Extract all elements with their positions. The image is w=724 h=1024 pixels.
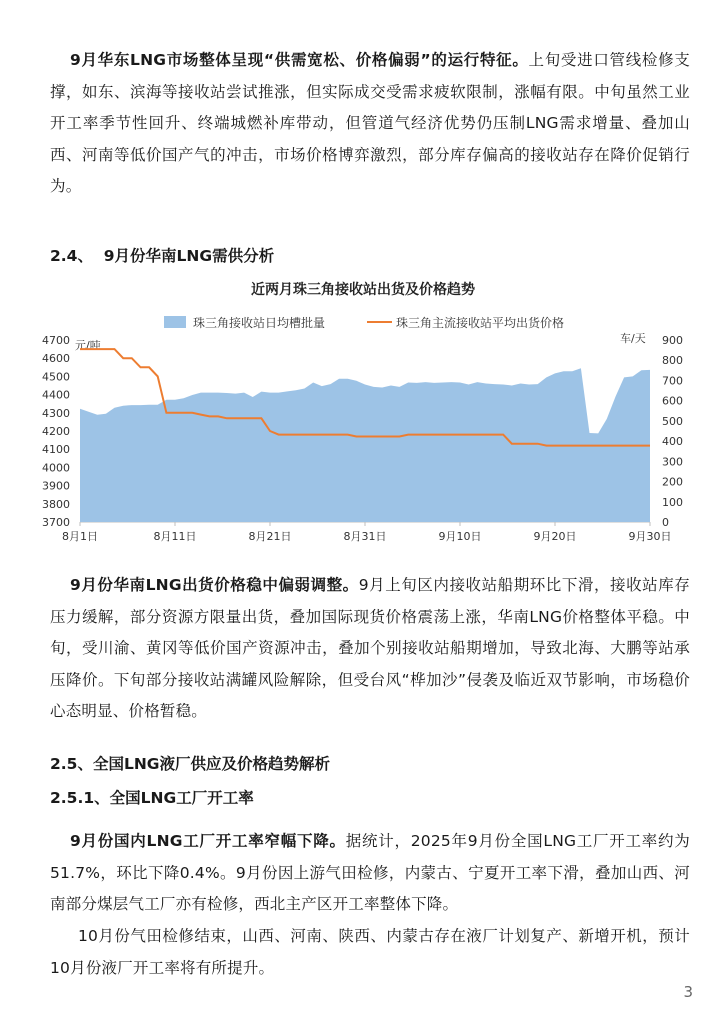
legend-line-label: 珠三角主流接收站平均出货价格 <box>396 316 565 330</box>
right-tick-label: 0 <box>662 516 669 529</box>
section-heading-2-5-1: 2.5.1、全国LNG工厂开工率 <box>50 789 254 807</box>
right-tick-label: 500 <box>662 414 683 428</box>
right-tick-label: 200 <box>662 475 683 489</box>
paragraph-lead: 9月份华南LNG出货价格稳中偏弱调整。 <box>70 576 359 594</box>
legend-area-label: 珠三角接收站日均槽批量 <box>193 316 326 330</box>
paragraph-south-china <box>50 570 690 728</box>
left-tick-label: 4200 <box>42 425 70 438</box>
left-tick-label: 4700 <box>42 334 70 347</box>
left-tick-label: 3700 <box>42 516 70 529</box>
paragraph-factory-rate <box>50 826 690 921</box>
section-heading-2-4: 2.4、 9月份华南LNG需供分析 <box>50 247 275 265</box>
paragraph-body: 上旬受进口管线检修支撑，如东、滨海等接收站尝试推涨，但实际成交受需求疲软限制，涨幅有限。中旬虽然工业开工率季节性回升、终端城燃补库带动，但管道气经济优势仍压制LNG需求增量、叠加山西、河南等低价国产气的冲击，市场价格博弈激烈，部分库存偏高的接收站存在降价促销行为。 <box>50 51 690 195</box>
left-tick-label: 4600 <box>42 352 70 366</box>
paragraph-body: 10月份气田检修结束，山西、河南、陕西、内蒙古存在液厂计划复产、新增开机，预计10月份液厂开工率将有所提升。 <box>50 927 690 977</box>
left-tick-label: 4500 <box>42 370 70 384</box>
paragraph-body: 9月上旬区内接收站船期环比下滑，接收站库存压力缓解，部分资源方限量出货，叠加国际现货价格震荡上涨，华南LNG价格整体平稳。中旬，受川渝、黄冈等低价国产资源冲击，叠加个别接收站船期增加，导致北海、大鹏等站承压降价。下旬部分接收站满罐风险解除，但受台风“桦加沙”侵袭及临近双节影响，市场稳价心态明显、价格暂稳。 <box>50 576 690 720</box>
left-tick-label: 3900 <box>42 479 70 493</box>
paragraph-lead: 9月华东LNG市场整体呈现“供需宽松、价格偏弱”的运行特征。 <box>70 51 529 69</box>
right-tick-label: 900 <box>662 334 683 347</box>
chart <box>30 272 696 552</box>
paragraph-body: 据统计，2025年9月份全国LNG工厂开工率约为51.7%，环比下降0.4%。9月份因上游气田检修，内蒙古、宁夏开工率下滑，叠加山西、河南部分煤层气工厂亦有检修，西北主产区开工率整体下降。 <box>50 832 690 913</box>
right-tick-label: 600 <box>662 394 683 408</box>
left-tick-label: 4300 <box>42 406 70 420</box>
left-axis-unit: 元/吨 <box>75 339 101 352</box>
paragraph-lead: 9月份国内LNG工厂开工率窄幅下降。 <box>70 832 346 850</box>
right-tick-label: 400 <box>662 435 683 449</box>
page-number: 3 <box>683 983 693 1001</box>
left-tick-label: 4100 <box>42 443 70 457</box>
x-tick-label: 8月11日 <box>153 530 197 543</box>
left-tick-label: 4000 <box>42 461 70 475</box>
paragraph-east-china <box>50 45 690 203</box>
left-tick-label: 3800 <box>42 497 70 511</box>
x-tick-label: 8月31日 <box>343 530 387 543</box>
x-tick-label: 8月21日 <box>248 530 292 543</box>
right-tick-label: 700 <box>662 374 683 388</box>
right-tick-label: 800 <box>662 354 683 368</box>
left-tick-label: 4400 <box>42 388 70 402</box>
x-tick-label: 9月30日 <box>628 530 672 543</box>
right-axis-unit: 车/天 <box>620 332 646 345</box>
x-tick-label: 9月20日 <box>533 530 577 543</box>
chart-plot <box>80 349 650 522</box>
x-tick-label: 8月1日 <box>62 530 98 543</box>
right-tick-label: 100 <box>662 495 683 509</box>
chart-title: 近两月珠三角接收站出货及价格趋势 <box>251 282 475 298</box>
legend-area-swatch <box>164 316 186 328</box>
x-tick-label: 9月10日 <box>438 530 482 543</box>
right-tick-label: 300 <box>662 455 683 469</box>
paragraph-outlook <box>50 921 690 984</box>
section-heading-2-5: 2.5、全国LNG液厂供应及价格趋势解析 <box>50 755 331 773</box>
